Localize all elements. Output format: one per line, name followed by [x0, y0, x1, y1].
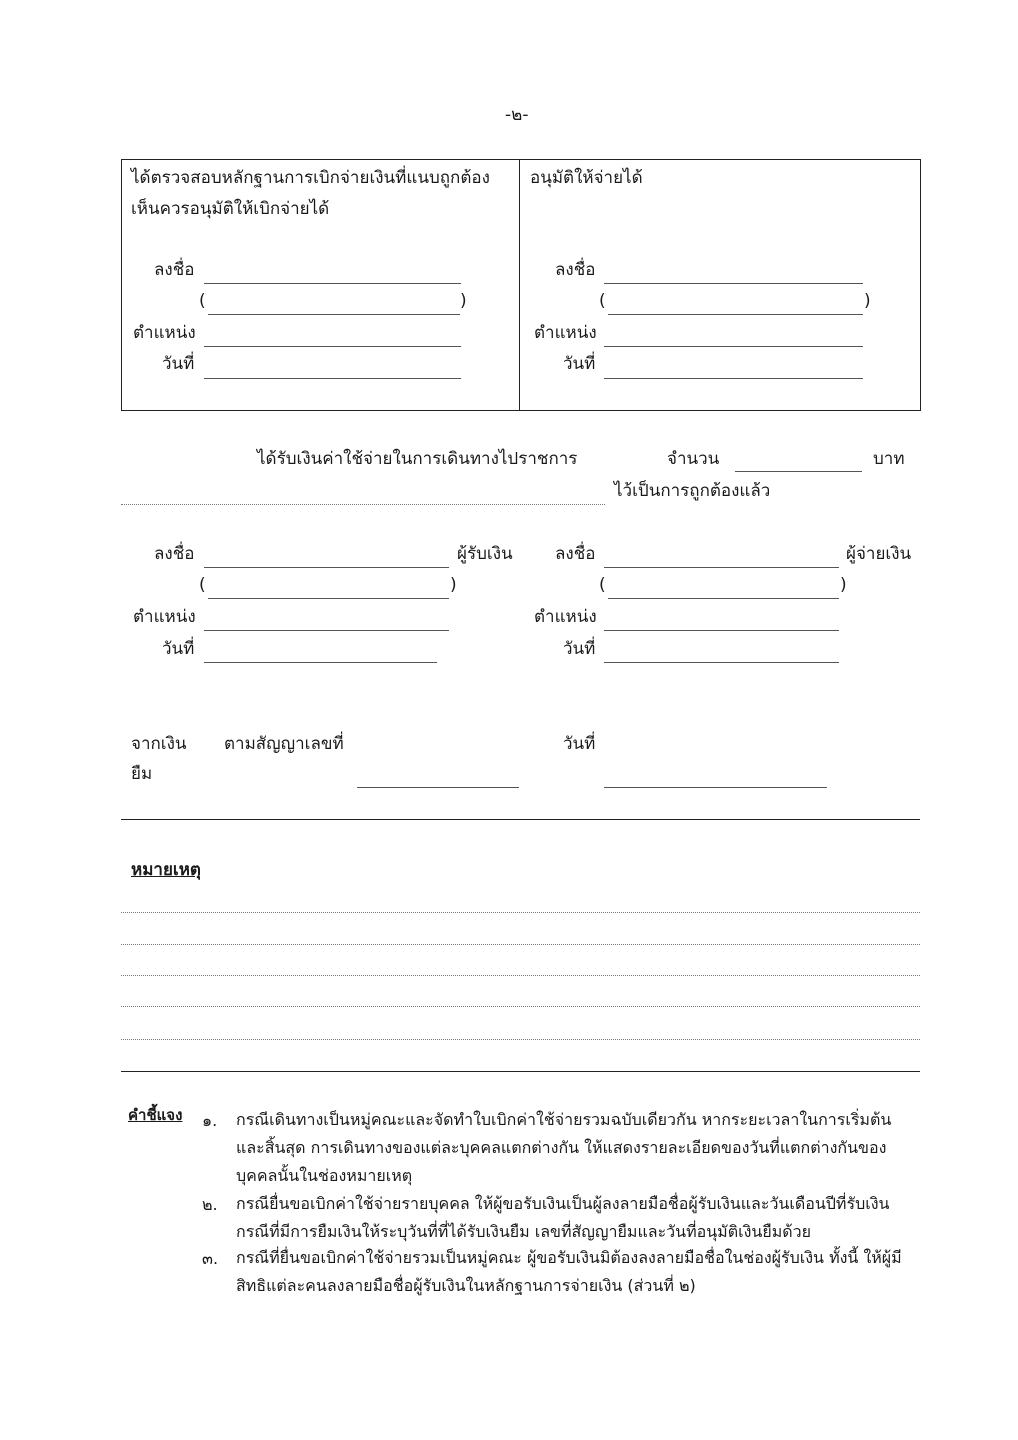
approval-box-divider [519, 159, 520, 411]
receiver-role: ผู้รับเงิน [457, 544, 513, 564]
approval-right-paren-open: ( [599, 291, 606, 311]
loan-label-line2: ยืม [131, 764, 153, 784]
approval-left-sign-field[interactable] [204, 283, 461, 284]
approval-right-paren-close: ) [864, 291, 871, 311]
approval-left-heading-1: ได้ตรวจสอบหลักฐานการเบิกจ่ายเงินที่แนบถูกต้อง [131, 168, 490, 188]
payer-position-field[interactable] [604, 630, 839, 631]
remarks-line[interactable] [121, 975, 920, 976]
receipt-confirm-text: ไว้เป็นการถูกต้องแล้ว [614, 481, 771, 501]
approval-left-name-field[interactable] [208, 314, 460, 315]
receiver-paren-open: ( [199, 575, 206, 595]
approval-right-name-field[interactable] [608, 314, 863, 315]
remarks-line[interactable] [121, 912, 920, 913]
receipt-text: ได้รับเงินค่าใช้จ่ายในการเดินทางไปราชการ [257, 449, 578, 469]
contract-number-field[interactable] [357, 787, 519, 788]
amount-field[interactable] [735, 471, 862, 472]
approval-left-date-field[interactable] [204, 378, 461, 379]
payer-sign-label: ลงชื่อ [555, 544, 596, 564]
receiver-paren-close: ) [450, 575, 457, 595]
remarks-bottom-rule [121, 1071, 920, 1072]
payer-paren-open: ( [599, 575, 606, 595]
approval-left-date-label: วันที่ [162, 354, 195, 374]
payer-paren-close: ) [840, 575, 847, 595]
instructions-title: คำชี้แจง [128, 1106, 183, 1124]
receiver-position-label: ตำแหน่ง [133, 607, 196, 627]
approval-right-heading: อนุมัติให้จ่ายได้ [530, 168, 643, 188]
approval-right-position-label: ตำแหน่ง [534, 323, 597, 343]
remarks-title: หมายเหตุ [131, 860, 201, 880]
approval-left-paren-close: ) [460, 291, 467, 311]
currency-label: บาท [873, 449, 905, 469]
instruction-text: กรณีเดินทางเป็นหมู่คณะและจัดทำใบเบิกค่าใช้จ่ายรวมฉบับเดียวกัน หากระยะเวลาในการเริ่มต้น และสิ้นสุด การเดินทางของแต่ละบุคคลแตกต่างกัน ให้แสดงรายละเอียดของวันที่แตกต่างกันของบุคคลนั้นในช่องหมายเหตุ [236, 1110, 892, 1185]
approval-right-date-field[interactable] [604, 378, 863, 379]
payer-sign-field[interactable] [604, 567, 839, 568]
approval-left-paren-open: ( [199, 291, 206, 311]
approval-left-heading-2: เห็นควรอนุมัติให้เบิกจ่ายได้ [131, 199, 330, 219]
remarks-line[interactable] [121, 1006, 920, 1007]
approval-left-sign-label: ลงชื่อ [154, 260, 195, 280]
payer-position-label: ตำแหน่ง [534, 607, 597, 627]
amount-label: จำนวน [667, 449, 720, 469]
instruction-text: กรณีที่ยื่นขอเบิกค่าใช้จ่ายรวมเป็นหมู่คณะ ผู้ขอรับเงินมิต้องลงลายมือชื่อในช่องผู้รับเงิน ทั้งนี้ ให้ผู้มีสิทธิแต่ละคนลงลายมือชื่อผู้รับเงินในหลักฐานการจ่ายเงิน (ส่วนที่ ๒) [236, 1248, 902, 1295]
approval-right-sign-label: ลงชื่อ [555, 260, 596, 280]
section-divider [121, 819, 920, 820]
approval-right-position-field[interactable] [604, 346, 863, 347]
contract-label: ตามสัญญาเลขที่ [224, 734, 344, 754]
approval-right-sign-field[interactable] [604, 283, 863, 284]
instruction-number: ๓. [202, 1249, 219, 1268]
loan-date-label: วันที่ [563, 734, 596, 754]
instruction-text: กรณียื่นขอเบิกค่าใช้จ่ายรายบุคคล ให้ผู้ขอรับเงินเป็นผู้ลงลายมือชื่อผู้รับเงินและวันเดือนปีที่รับเงิน กรณีที่มีการยืมเงินให้ระบุวันที่ที่ได้รับเงินยืม เลขที่สัญญายืมและวันที่อนุมัติเงินยืมด้วย [236, 1194, 890, 1241]
instruction-number: ๑. [202, 1111, 218, 1130]
receiver-date-label: วันที่ [162, 639, 195, 659]
payer-date-label: วันที่ [563, 639, 596, 659]
loan-date-field[interactable] [604, 787, 827, 788]
receiver-position-field[interactable] [204, 630, 449, 631]
approval-right-date-label: วันที่ [563, 354, 596, 374]
amount-in-words-field[interactable] [121, 504, 605, 505]
receiver-sign-label: ลงชื่อ [154, 544, 195, 564]
payer-date-field[interactable] [604, 662, 839, 663]
approval-left-position-label: ตำแหน่ง [133, 323, 196, 343]
receiver-date-field[interactable] [204, 662, 437, 663]
approval-box [121, 159, 921, 411]
loan-label-line1: จากเงิน [131, 734, 187, 754]
receiver-sign-field[interactable] [204, 567, 449, 568]
payer-role: ผู้จ่ายเงิน [846, 544, 912, 564]
approval-left-position-field[interactable] [204, 346, 461, 347]
receiver-name-field[interactable] [208, 598, 449, 599]
instruction-number: ๒. [202, 1195, 218, 1214]
page-number: -๒- [505, 105, 529, 125]
remarks-line[interactable] [121, 1039, 920, 1040]
remarks-line[interactable] [121, 944, 920, 945]
payer-name-field[interactable] [608, 598, 839, 599]
